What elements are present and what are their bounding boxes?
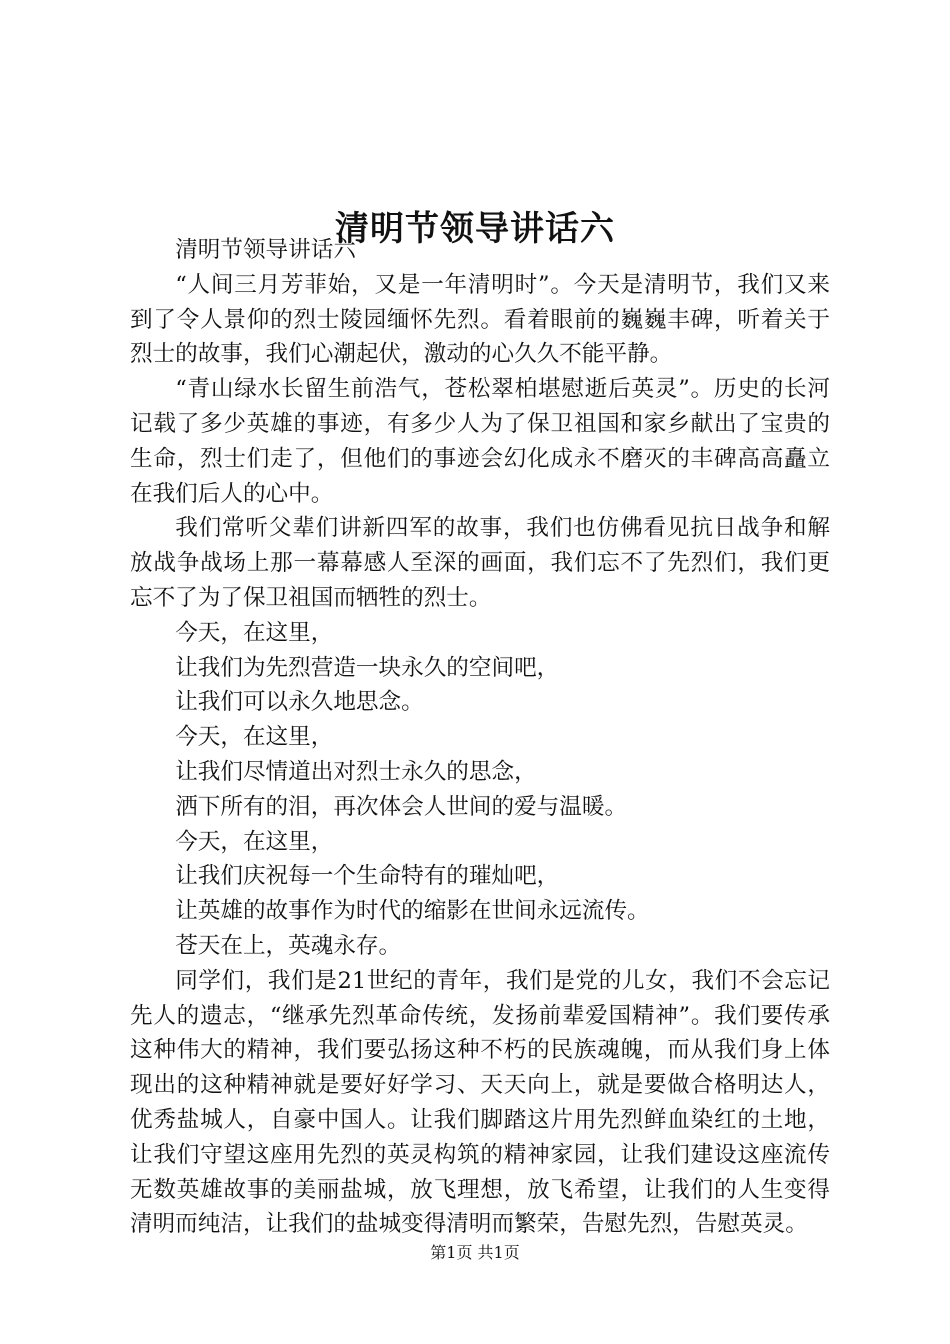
poem-line: 今天，在这里， [175,828,334,855]
page-footer: 第1页 共1页 [430,1243,520,1262]
poem-line: 让我们庆祝每一个生命特有的璀灿吧， [175,863,560,890]
poem-line: 让我们为先烈营造一块永久的空间吧， [175,654,560,681]
poem-line: 让我们可以永久地思念。 [175,689,424,716]
paragraph: 我们常听父辈们讲新四军的故事，我们也仿佛看见抗日战争和解放战争战场上那一幕幕感人至深的画面，我们忘不了先烈们，我们更忘不了为了保卫祖国而牺牲的烈士。 [130,515,830,611]
document-title: 清明节领导讲话六 [335,208,615,249]
poem-line: 苍天在上，英魂永存。 [175,932,402,959]
poem-line: 让英雄的故事作为时代的缩影在世间永远流传。 [175,898,650,925]
poem-line: 洒下所有的泪，再次体会人世间的爱与温暖。 [175,793,628,820]
document-body [130,233,830,1242]
poem-line: 今天，在这里， [175,619,334,646]
paragraph: “青山绿水长留生前浩气，苍松翠柏堪慰逝后英灵”。历史的长河记载了多少英雄的事迹，有多少人为了保卫祖国和家乡献出了宝贵的生命，烈士们走了，但他们的事迹会幻化成永不磨灭的丰碑高高矗立在我们后人的心中。 [130,376,830,507]
poem-line: 让我们尽情道出对烈士永久的思念， [175,758,537,785]
paragraph: 同学们，我们是21世纪的青年，我们是党的儿女，我们不会忘记先人的遗志，“继承先烈革命传统，发扬前辈爱国精神”。我们要传承这种伟大的精神，我们要弘扬这种不朽的民族魂魄，而从我们身上体现出的这种精神就是要好好学习、天天向上，就是要做合格明达人，优秀盐城人，自豪中国人。让我们脚踏这片用先烈鲜血染红的土地，让我们守望这座用先烈的英灵构筑的精神家园，让我们建设这座流传无数英雄故事的美丽盐城，放飞理想，放飞希望，让我们的人生变得清明而纯洁，让我们的盐城变得清明而繁荣，告慰先烈，告慰英灵。 [130,967,830,1238]
paragraph-subtitle: 清明节领导讲话六 [175,237,356,263]
poem-line: 今天，在这里， [175,724,334,751]
paragraph: “人间三月芳菲始，又是一年清明时”。今天是清明节，我们又来到了令人景仰的烈士陵园缅怀先烈。看着眼前的巍巍丰碑，听着关于烈士的故事，我们心潮起伏，激动的心久久不能平静。 [130,271,830,368]
